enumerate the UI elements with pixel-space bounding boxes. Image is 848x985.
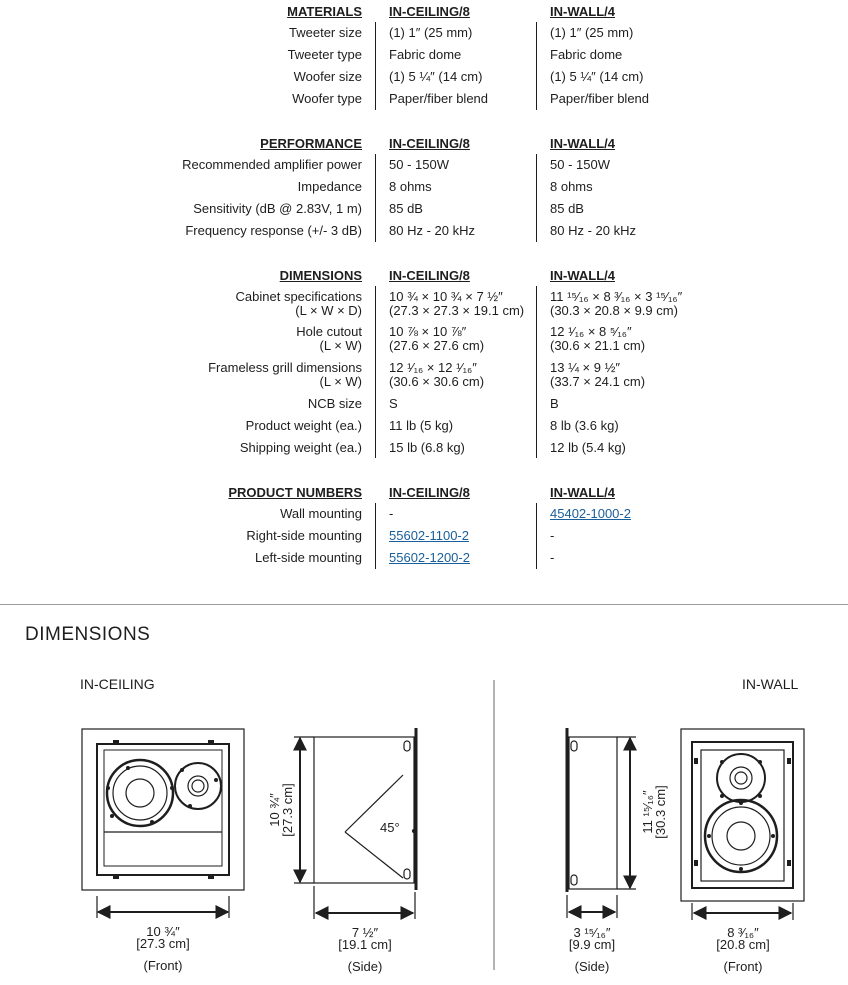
materials-header: MATERIALS [287,4,362,19]
spec-value: 11 ¹⁵⁄₁₆ × 8 ³⁄₁₆ × 3 ¹⁵⁄₁₆″ [550,289,683,304]
spec-label: Product weight (ea.) [245,418,362,433]
spec-label: NCB size [307,396,362,411]
spec-value: (1) 1″ (25 mm) [389,25,473,40]
dimensions-col1-header: IN-CEILING/8 [389,268,470,283]
spec-value-metric: (33.7 × 24.1 cm) [550,374,646,389]
performance-header: PERFORMANCE [260,136,362,151]
spec-label: Right-side mounting [246,528,362,543]
spec-value: 80 Hz - 20 kHz [389,223,475,238]
part-number-link[interactable]: 55602-1100-2 [389,528,469,543]
product-numbers-header: PRODUCT NUMBERS [228,485,362,500]
in-ceiling-front-drawing [82,729,244,918]
spec-value: - [550,528,555,543]
spec-value: Paper/fiber blend [389,91,489,106]
spec-label: Woofer type [292,91,362,106]
product-numbers-col1-header: IN-CEILING/8 [389,485,470,500]
part-number-link[interactable]: 45402-1000-2 [550,506,631,521]
spec-value: (1) 1″ (25 mm) [550,25,634,40]
spec-value: 50 - 150W [550,157,610,172]
spec-value: - [550,550,555,565]
dimensions-header: DIMENSIONS [279,268,362,283]
spec-value: 85 dB [550,201,584,216]
ceiling-side-caption [305,927,425,973]
spec-label: Tweeter size [289,25,362,40]
dim-metric: [20.8 cm] [716,937,770,952]
spec-value: 12 ¹⁄₁₆ × 8 ⁵⁄₁₆″ [550,324,632,339]
svg-text:[30.3 cm]: [30.3 cm] [653,785,668,839]
spec-label: Recommended amplifier power [182,157,362,172]
spec-value: S [389,396,398,411]
spec-label: Wall mounting [280,506,362,521]
angle-label: 45° [380,820,400,835]
svg-text:[27.3 cm]: [27.3 cm] [280,783,295,837]
ceiling-height-dimension [267,783,295,836]
dim-metric: [19.1 cm] [338,937,392,952]
spec-value-metric: (27.3 × 27.3 × 19.1 cm) [389,303,525,318]
spec-value-metric: (27.6 × 27.6 cm) [389,338,485,353]
spec-label: Tweeter type [287,47,362,62]
ceiling-front-caption [103,926,223,972]
spec-value: Fabric dome [550,47,623,62]
product-numbers-col2-header: IN-WALL/4 [550,485,615,500]
spec-value: Fabric dome [389,47,462,62]
spec-value: - [389,506,394,521]
performance-col1-header: IN-CEILING/8 [389,136,470,151]
spec-sublabel: (L × W) [319,338,362,353]
spec-value: 8 ohms [550,179,593,194]
spec-label: Cabinet specifications [235,289,362,304]
spec-label: Frequency response (+/- 3 dB) [185,223,362,238]
view-label: (Side) [574,959,610,974]
spec-label: Hole cutout [296,324,362,339]
spec-value: 8 ohms [389,179,432,194]
spec-value: 8 lb (3.6 kg) [550,418,619,433]
spec-value: 15 lb (6.8 kg) [389,440,465,455]
spec-value: 80 Hz - 20 kHz [550,223,636,238]
wall-height-dimension [640,785,668,838]
spec-sublabel: (L × W) [319,374,362,389]
spec-value: 85 dB [389,201,423,216]
dim-metric: [27.3 cm] [136,936,190,951]
materials-col2-header: IN-WALL/4 [550,4,615,19]
spec-sublabel: (L × W × D) [295,303,362,318]
view-label: (Front) [723,959,763,974]
dim-value: 8 ³⁄₁₆″ [727,925,759,940]
svg-text:10 ¾″: 10 ¾″ [267,793,282,827]
svg-text:11 ¹⁵⁄₁₆″: 11 ¹⁵⁄₁₆″ [640,790,655,834]
spec-value: 10 ⅞ × 10 ⅞″ [389,324,467,339]
spec-label: Sensitivity (dB @ 2.83V, 1 m) [193,201,362,216]
spec-value: Paper/fiber blend [550,91,650,106]
spec-label: Frameless grill dimensions [208,360,362,375]
spec-value: 12 ¹⁄₁₆ × 12 ¹⁄₁₆″ [389,360,477,375]
spec-value: 12 lb (5.4 kg) [550,440,626,455]
dimensions-col2-header: IN-WALL/4 [550,268,615,283]
spec-value: 11 lb (5 kg) [389,418,454,433]
spec-value: 50 - 150W [389,157,449,172]
materials-col1-header: IN-CEILING/8 [389,4,470,19]
in-wall-side-drawing [567,728,636,918]
view-label: (Front) [143,958,183,973]
spec-label: Impedance [297,179,362,194]
dimensions-title: DIMENSIONS [25,624,151,645]
wall-front-caption [683,927,803,973]
in-wall-front-drawing [681,729,804,920]
spec-label: Left-side mounting [255,550,362,565]
dim-value: 3 ¹⁵⁄₁₆″ [573,925,611,940]
view-label: (Side) [347,959,383,974]
dim-metric: [9.9 cm] [568,937,616,952]
spec-value: B [550,396,559,411]
performance-col2-header: IN-WALL/4 [550,136,615,151]
spec-label: Shipping weight (ea.) [239,440,362,455]
part-number-link[interactable]: 55602-1200-2 [389,550,470,565]
wall-side-caption [532,927,652,973]
spec-value: 10 ¾ × 10 ¾ × 7 ½″ [389,289,503,304]
spec-label: Woofer size [293,69,362,84]
spec-value: (1) 5 ¼″ (14 cm) [550,69,644,84]
dim-value: 10 ¾″ [146,924,180,939]
spec-value-metric: (30.3 × 20.8 × 9.9 cm) [550,303,678,318]
spec-value-metric: (30.6 × 30.6 cm) [389,374,485,389]
spec-value: 13 ¼ × 9 ½″ [550,360,621,375]
in-ceiling-label: IN-CEILING [80,676,155,692]
dim-value: 7 ½″ [351,925,379,940]
spec-value-metric: (30.6 × 21.1 cm) [550,338,646,353]
in-wall-label: IN-WALL [742,676,799,692]
spec-value: (1) 5 ¼″ (14 cm) [389,69,483,84]
